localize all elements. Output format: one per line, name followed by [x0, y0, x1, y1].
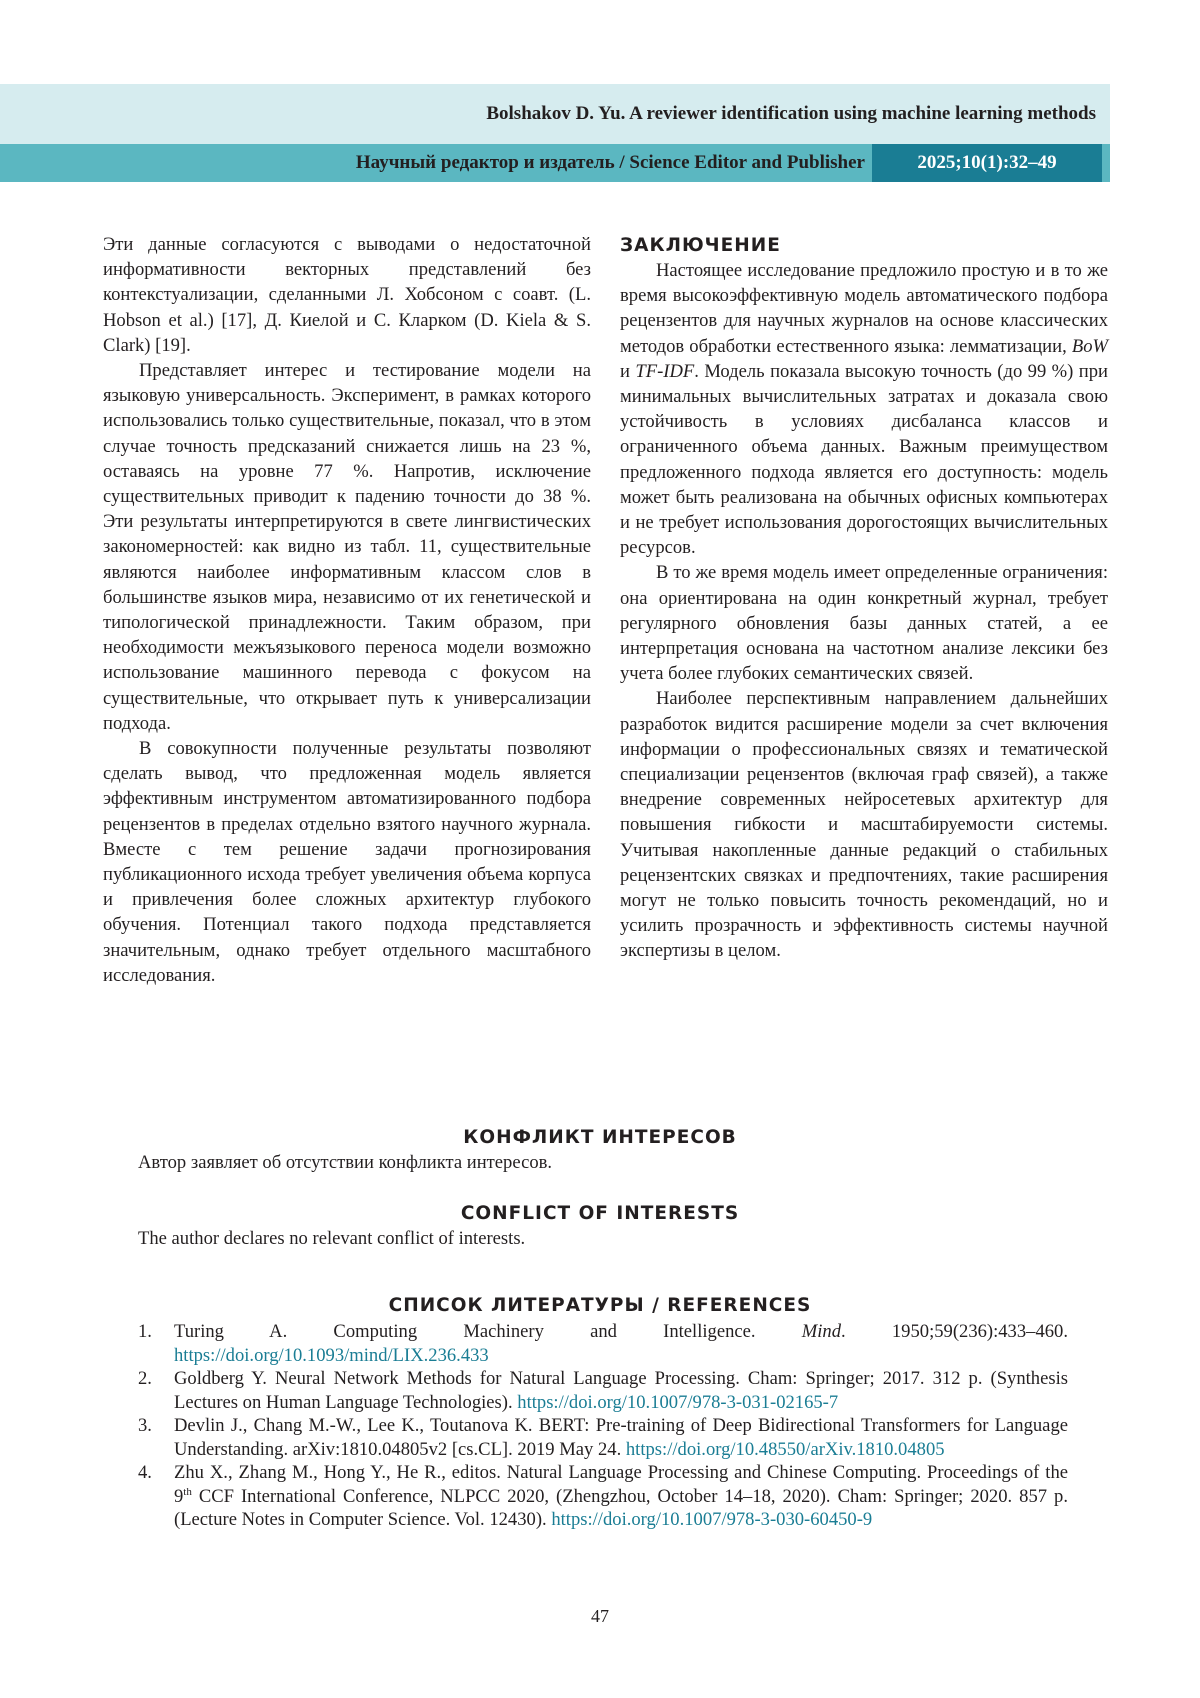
reference-number: 4. — [138, 1462, 152, 1483]
reference-text: Goldberg Y. Neural Network Methods for Natural Language Processing. Cham: Springer; 2017. 312 p. (Synthesis Lectures on Human Language Technologies). — [174, 1368, 1068, 1413]
conflict-en-heading: CONFLICT OF INTERESTS — [460, 1203, 740, 1224]
article-title: Bolshakov D. Yu. A reviewer identification using machine learning methods — [486, 103, 1096, 124]
text-run: и — [620, 360, 636, 382]
doi-link[interactable]: https://doi.org/10.1007/978-3-030-60450-9 — [551, 1509, 873, 1530]
conclusion-heading: ЗАКЛЮЧЕНИЕ — [620, 235, 781, 256]
references-list — [138, 1320, 1068, 1532]
reference-text: Zhu X., Zhang M., Hong Y., He R., editos. Natural Language Processing and Chinese Computing. Proceedings of the 9 — [174, 1462, 1068, 1507]
paragraph: Наиболее перспективным направлением дальнейших разработок видится расширение модели за счет включения информации о профессиональных связях и тематической специализации рецензентов (включая граф связей), а также внедрение современных нейросетевых архитектур для повышения гибкости и масштабируемости системы. Учитывая накопленные данные редакций о стабильных рецензентских связках и предпочтениях, такие расширения могут не только повысить точность рекомендаций, но и усилить прозрачность и эффективность системы научной экспертизы в целом. — [620, 688, 1108, 962]
running-header-article — [0, 84, 1110, 144]
reference-item — [138, 1461, 1068, 1532]
reference-number: 2. — [138, 1368, 152, 1389]
paragraph — [620, 258, 1108, 560]
reference-number: 1. — [138, 1321, 152, 1342]
page-number: 47 — [591, 1606, 609, 1626]
superscript: th — [183, 1485, 192, 1498]
reference-text: Turing A. Computing Machinery and Intelligence. — [174, 1321, 802, 1342]
conflict-en-text: The author declares no relevant conflict of interests. — [138, 1228, 526, 1249]
reference-item — [138, 1367, 1068, 1414]
reference-journal: Mind — [801, 1321, 842, 1342]
journal-name: Научный редактор и издатель / Science Editor and Publisher — [355, 152, 865, 173]
text-run: . Модель показала высокую точность (до 99 %) при минимальных вычислительных затратах и доказала свою устойчивость в условиях дисбаланса классов и ограниченного объема данных. Важным преимуществом предложенного подхода является его доступность: модель может быть реализована на обычных офисных компьютерах и не требует использования дорогостоящих вычислительных ресурсов. — [620, 360, 1108, 559]
paragraph: Представляет интерес и тестирование модели на языковую универсальность. Эксперимент, в рамках которого использовались только существительные, показал, что в этом случае точность предсказаний снижается лишь на 23 %, оставаясь на уровне 77 %. Напротив, исключение существительных приводит к падению точности до 38 %. Эти результаты интерпретируются в свете лингвистических закономерностей: как видно из табл. 11, существительные являются наиболее информативным классом слов в большинстве языков мира, независимо от их генетической и типологической принадлежности. Таким образом, при необходимости межъязыкового переноса модели возможно использование машинного перевода с фокусом на существительные, что открывает путь к универсализации подхода. — [103, 360, 591, 734]
text-run: Настоящее исследование предложило простую и в то же время высокоэффективную модель автоматического подбора рецензентов для научных журналов на основе классических методов обработки естественного языка: лемматизации, — [620, 260, 1108, 357]
doi-link[interactable]: https://doi.org/10.1093/mind/LIX.236.433 — [174, 1344, 489, 1366]
conflict-ru-heading: КОНФЛИКТ ИНТЕРЕСОВ — [463, 1127, 737, 1148]
paragraph: В то же время модель имеет определенные ограничения: она ориентирована на один конкретный журнал, требует регулярного обновления базы данных статей, а ее интерпретация основана на частотном анализе лексики без учета более глубоких семантических связей. — [620, 562, 1108, 685]
term-bow: BoW — [1071, 335, 1108, 357]
reference-item — [138, 1414, 1068, 1461]
doi-link[interactable]: https://doi.org/10.48550/arXiv.1810.04805 — [625, 1438, 945, 1460]
left-column — [103, 232, 591, 988]
reference-text: Devlin J., Chang M.-W., Lee K., Toutanova K. BERT: Pre-training of Deep Bidirectional Transformers for Language Understanding. arXiv:1810.04805v2 [cs.CL]. 2019 May 24. — [174, 1415, 1068, 1460]
reference-text: . 1950;59(236):433–460. — [841, 1321, 1068, 1342]
reference-text: CCF International Conference, NLPCC 2020, (Zhengzhou, October 14–18, 2020). Cham: Springer; 2020. 857 p. (Lecture Notes in Computer Science. Vol. 12430). — [174, 1485, 1068, 1530]
doi-link[interactable]: https://doi.org/10.1007/978-3-031-02165-7 — [517, 1391, 839, 1413]
references-heading: СПИСОК ЛИТЕРАТУРЫ / REFERENCES — [388, 1295, 812, 1316]
issue-badge: 2025;10(1):32–49 — [872, 144, 1102, 182]
paragraph: В совокупности полученные результаты позволяют сделать вывод, что предложенная модель является эффективным инструментом автоматизированного подбора рецензентов в пределах отдельно взятого научного журнала. Вместе с тем решение задачи прогнозирования публикационного исхода требует увеличения объема корпуса и привлечения более сложных архитектур глубокого обучения. Потенциал такого подхода представляется значительным, однако требует отдельного масштабного исследования. — [103, 738, 591, 986]
paragraph: Эти данные согласуются с выводами о недостаточной информативности векторных представлений без контекстуализации, сделанными Л. Хобсоном с соавт. (L. Hobson et al.) [17], Д. Киелой и С. Кларком (D. Kiela & S. Clark) [19]. — [103, 234, 591, 356]
right-column — [620, 234, 1108, 964]
reference-number: 3. — [138, 1415, 152, 1436]
reference-item — [138, 1320, 1068, 1367]
term-tfidf: TF-IDF — [635, 360, 695, 382]
running-header-journal-bar — [0, 144, 1110, 182]
conflict-ru-text: Автор заявляет об отсутствии конфликта интересов. — [138, 1152, 553, 1173]
